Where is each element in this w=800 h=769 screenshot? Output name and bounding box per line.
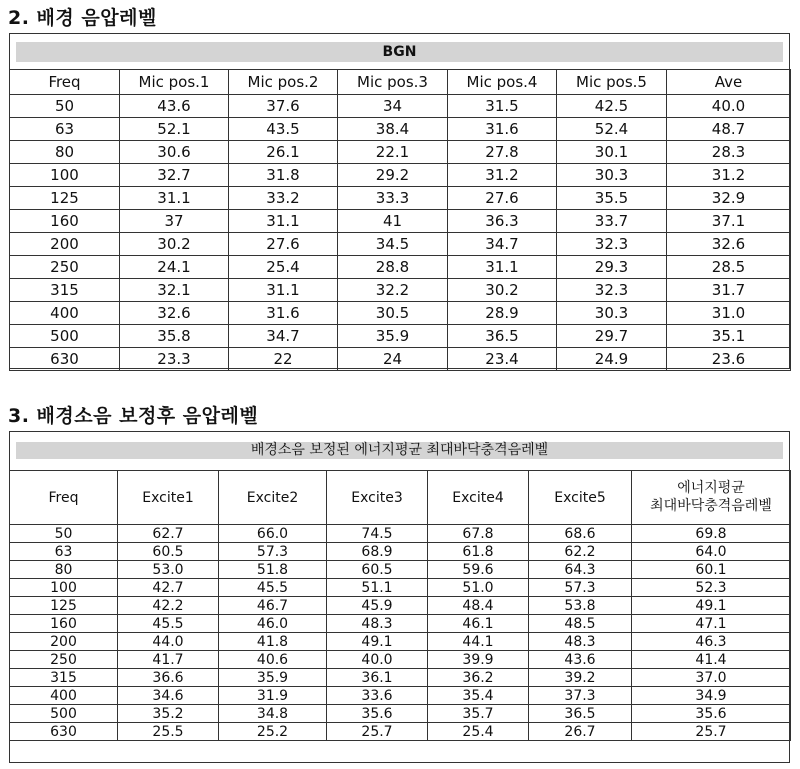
bgn-cell: 31.1 <box>448 256 557 279</box>
bgn-cell: 28.5 <box>667 256 791 279</box>
bgn-cell: 250 <box>10 256 120 279</box>
bgn-cell: 30.1 <box>557 141 667 164</box>
table-row <box>10 325 791 348</box>
corrected-cell: 39.2 <box>529 669 632 687</box>
corrected-cell: 39.9 <box>428 651 529 669</box>
corrected-cell: 36.1 <box>327 669 428 687</box>
corrected-cell: 48.3 <box>529 633 632 651</box>
bgn-cell: 34.7 <box>229 325 338 348</box>
corrected-cell: 315 <box>10 669 118 687</box>
table-row <box>10 705 791 723</box>
bgn-cell: 160 <box>10 210 120 233</box>
corrected-cell: 60.5 <box>327 561 428 579</box>
corrected-cell: 35.7 <box>428 705 529 723</box>
corrected-cell: 48.3 <box>327 615 428 633</box>
bgn-cell: 33.3 <box>338 187 448 210</box>
corrected-cell: 67.8 <box>428 525 529 543</box>
bgn-cell: 200 <box>10 233 120 256</box>
corrected-cell: 35.4 <box>428 687 529 705</box>
corrected-cell: 69.8 <box>632 525 791 543</box>
bgn-cell: 50 <box>10 95 120 118</box>
corrected-cell: 52.3 <box>632 579 791 597</box>
corrected-cell: 250 <box>10 651 118 669</box>
table-row <box>10 615 791 633</box>
bgn-cell: 31.1 <box>120 187 229 210</box>
corrected-cell: 200 <box>10 633 118 651</box>
bgn-cell: 32.6 <box>120 302 229 325</box>
bgn-cell: 28.3 <box>667 141 791 164</box>
table-row <box>10 651 791 669</box>
bgn-cell: 32.6 <box>667 233 791 256</box>
bgn-column-header: Mic pos.1 <box>120 70 229 95</box>
corrected-cell: 43.6 <box>529 651 632 669</box>
bgn-table-frame <box>9 33 790 369</box>
bgn-cell: 30.6 <box>120 141 229 164</box>
bgn-cell: 30.3 <box>557 302 667 325</box>
bgn-cell: 24 <box>338 348 448 371</box>
corrected-cell: 160 <box>10 615 118 633</box>
corrected-cell: 60.5 <box>118 543 219 561</box>
corrected-cell: 36.6 <box>118 669 219 687</box>
bgn-cell: 41 <box>338 210 448 233</box>
bgn-cell: 26.1 <box>229 141 338 164</box>
corrected-cell: 35.9 <box>219 669 327 687</box>
corrected-cell: 42.7 <box>118 579 219 597</box>
bgn-cell: 23.6 <box>667 348 791 371</box>
bgn-cell: 52.4 <box>557 118 667 141</box>
bgn-cell: 31.6 <box>448 118 557 141</box>
bgn-cell: 63 <box>10 118 120 141</box>
bgn-cell: 31.5 <box>448 95 557 118</box>
bgn-cell: 22.1 <box>338 141 448 164</box>
bgn-cell: 37.1 <box>667 210 791 233</box>
table-row <box>10 579 791 597</box>
corrected-cell: 25.7 <box>632 723 791 741</box>
bgn-cell: 52.1 <box>120 118 229 141</box>
corrected-header-row <box>10 471 791 525</box>
corrected-cell: 25.7 <box>327 723 428 741</box>
bgn-cell: 31.2 <box>667 164 791 187</box>
corrected-cell: 40.6 <box>219 651 327 669</box>
bgn-cell: 40.0 <box>667 95 791 118</box>
bgn-cell: 29.3 <box>557 256 667 279</box>
corrected-cell: 630 <box>10 723 118 741</box>
bgn-cell: 31.8 <box>229 164 338 187</box>
bgn-column-header: Ave <box>667 70 791 95</box>
bgn-cell: 36.5 <box>448 325 557 348</box>
bgn-cell: 31.7 <box>667 279 791 302</box>
bgn-cell: 34.5 <box>338 233 448 256</box>
table-row <box>10 210 791 233</box>
bgn-cell: 32.3 <box>557 233 667 256</box>
bgn-cell: 33.2 <box>229 187 338 210</box>
table-row <box>10 633 791 651</box>
bgn-cell: 48.7 <box>667 118 791 141</box>
table-row <box>10 723 791 741</box>
bgn-column-header: Mic pos.5 <box>557 70 667 95</box>
bgn-cell: 80 <box>10 141 120 164</box>
bgn-column-header: Mic pos.3 <box>338 70 448 95</box>
corrected-cell: 60.1 <box>632 561 791 579</box>
corrected-cell: 61.8 <box>428 543 529 561</box>
bgn-cell: 33.7 <box>557 210 667 233</box>
bgn-cell: 30.5 <box>338 302 448 325</box>
bgn-cell: 31.1 <box>229 210 338 233</box>
bgn-cell: 25.4 <box>229 256 338 279</box>
corrected-cell: 31.9 <box>219 687 327 705</box>
corrected-cell: 59.6 <box>428 561 529 579</box>
bgn-column-header: Freq <box>10 70 120 95</box>
corrected-cell: 49.1 <box>632 597 791 615</box>
bgn-table <box>9 69 791 371</box>
table-row <box>10 687 791 705</box>
corrected-cell: 51.0 <box>428 579 529 597</box>
corrected-cell: 49.1 <box>327 633 428 651</box>
corrected-cell: 125 <box>10 597 118 615</box>
table-row <box>10 164 791 187</box>
section-heading-background-level: 2. 배경 음압레벨 <box>8 7 157 29</box>
bgn-cell: 31.2 <box>448 164 557 187</box>
corrected-cell: 48.4 <box>428 597 529 615</box>
table-row <box>10 118 791 141</box>
corrected-cell: 100 <box>10 579 118 597</box>
corrected-cell: 48.5 <box>529 615 632 633</box>
bgn-cell: 30.3 <box>557 164 667 187</box>
bgn-cell: 29.2 <box>338 164 448 187</box>
corrected-banner: 배경소음 보정된 에너지평균 최대바닥충격음레벨 <box>16 442 783 459</box>
corrected-cell: 74.5 <box>327 525 428 543</box>
corrected-cell: 37.3 <box>529 687 632 705</box>
bgn-cell: 400 <box>10 302 120 325</box>
corrected-cell: 44.1 <box>428 633 529 651</box>
bgn-cell: 29.7 <box>557 325 667 348</box>
corrected-cell: 51.8 <box>219 561 327 579</box>
bgn-cell: 35.1 <box>667 325 791 348</box>
bgn-cell: 30.2 <box>448 279 557 302</box>
bgn-cell: 34 <box>338 95 448 118</box>
corrected-cell: 37.0 <box>632 669 791 687</box>
bgn-banner: BGN <box>16 42 783 62</box>
bgn-cell: 31.0 <box>667 302 791 325</box>
header-line: 에너지평균 <box>677 480 745 496</box>
bgn-cell: 100 <box>10 164 120 187</box>
bgn-cell: 31.6 <box>229 302 338 325</box>
bgn-cell: 30.2 <box>120 233 229 256</box>
corrected-column-header: Excite1 <box>118 471 219 525</box>
corrected-cell: 68.9 <box>327 543 428 561</box>
bgn-cell: 43.6 <box>120 95 229 118</box>
corrected-cell: 46.3 <box>632 633 791 651</box>
table-row <box>10 669 791 687</box>
bgn-cell: 43.5 <box>229 118 338 141</box>
bgn-header-row <box>10 70 791 95</box>
bgn-cell: 27.8 <box>448 141 557 164</box>
corrected-cell: 45.5 <box>219 579 327 597</box>
table-row <box>10 141 791 164</box>
corrected-cell: 68.6 <box>529 525 632 543</box>
corrected-table-frame <box>9 431 790 763</box>
corrected-cell: 41.4 <box>632 651 791 669</box>
corrected-column-header: Excite5 <box>529 471 632 525</box>
corrected-column-header: Excite2 <box>219 471 327 525</box>
corrected-table <box>9 470 791 741</box>
corrected-cell: 66.0 <box>219 525 327 543</box>
corrected-cell: 50 <box>10 525 118 543</box>
bgn-cell: 31.1 <box>229 279 338 302</box>
corrected-cell: 64.0 <box>632 543 791 561</box>
corrected-cell: 51.1 <box>327 579 428 597</box>
bgn-cell: 32.2 <box>338 279 448 302</box>
corrected-cell: 46.1 <box>428 615 529 633</box>
bgn-cell: 42.5 <box>557 95 667 118</box>
corrected-column-header-average <box>632 471 791 525</box>
corrected-cell: 44.0 <box>118 633 219 651</box>
corrected-column-header: Excite3 <box>327 471 428 525</box>
table-row <box>10 525 791 543</box>
corrected-cell: 25.5 <box>118 723 219 741</box>
bgn-cell: 32.7 <box>120 164 229 187</box>
corrected-cell: 34.9 <box>632 687 791 705</box>
bgn-cell: 38.4 <box>338 118 448 141</box>
corrected-cell: 46.0 <box>219 615 327 633</box>
bgn-cell: 27.6 <box>229 233 338 256</box>
bgn-cell: 23.3 <box>120 348 229 371</box>
table-row <box>10 279 791 302</box>
header-line: 최대바닥충격음레벨 <box>650 497 772 514</box>
table-row <box>10 233 791 256</box>
bgn-cell: 32.9 <box>667 187 791 210</box>
corrected-cell: 53.8 <box>529 597 632 615</box>
corrected-column-header: Excite4 <box>428 471 529 525</box>
corrected-cell: 41.8 <box>219 633 327 651</box>
corrected-cell: 25.2 <box>219 723 327 741</box>
section-heading-corrected-level: 3. 배경소음 보정후 음압레벨 <box>8 405 259 427</box>
corrected-cell: 34.8 <box>219 705 327 723</box>
corrected-cell: 57.3 <box>219 543 327 561</box>
corrected-cell: 53.0 <box>118 561 219 579</box>
bgn-cell: 35.8 <box>120 325 229 348</box>
corrected-cell: 47.1 <box>632 615 791 633</box>
corrected-cell: 41.7 <box>118 651 219 669</box>
table-row <box>10 95 791 118</box>
corrected-cell: 63 <box>10 543 118 561</box>
bgn-cell: 28.8 <box>338 256 448 279</box>
table-row <box>10 543 791 561</box>
corrected-cell: 36.2 <box>428 669 529 687</box>
corrected-cell: 46.7 <box>219 597 327 615</box>
corrected-cell: 36.5 <box>529 705 632 723</box>
bgn-cell: 24.9 <box>557 348 667 371</box>
corrected-cell: 500 <box>10 705 118 723</box>
bgn-cell: 500 <box>10 325 120 348</box>
corrected-cell: 35.6 <box>632 705 791 723</box>
corrected-cell: 57.3 <box>529 579 632 597</box>
bgn-cell: 37 <box>120 210 229 233</box>
corrected-cell: 33.6 <box>327 687 428 705</box>
corrected-cell: 25.4 <box>428 723 529 741</box>
corrected-cell: 42.2 <box>118 597 219 615</box>
table-row <box>10 302 791 325</box>
bgn-cell: 125 <box>10 187 120 210</box>
corrected-cell: 35.6 <box>327 705 428 723</box>
corrected-column-header: Freq <box>10 471 118 525</box>
corrected-cell: 34.6 <box>118 687 219 705</box>
corrected-cell: 80 <box>10 561 118 579</box>
bgn-cell: 35.5 <box>557 187 667 210</box>
corrected-cell: 45.9 <box>327 597 428 615</box>
table-row <box>10 187 791 210</box>
table-row <box>10 561 791 579</box>
bgn-cell: 630 <box>10 348 120 371</box>
bgn-cell: 32.3 <box>557 279 667 302</box>
bgn-cell: 27.6 <box>448 187 557 210</box>
bgn-cell: 34.7 <box>448 233 557 256</box>
bgn-cell: 37.6 <box>229 95 338 118</box>
corrected-cell: 64.3 <box>529 561 632 579</box>
corrected-cell: 62.7 <box>118 525 219 543</box>
table-row <box>10 256 791 279</box>
table-row <box>10 597 791 615</box>
bgn-cell: 35.9 <box>338 325 448 348</box>
bgn-cell: 24.1 <box>120 256 229 279</box>
bgn-cell: 22 <box>229 348 338 371</box>
bgn-cell: 28.9 <box>448 302 557 325</box>
corrected-cell: 26.7 <box>529 723 632 741</box>
bgn-cell: 315 <box>10 279 120 302</box>
table-row <box>10 348 791 371</box>
corrected-cell: 45.5 <box>118 615 219 633</box>
corrected-cell: 40.0 <box>327 651 428 669</box>
bgn-cell: 36.3 <box>448 210 557 233</box>
corrected-cell: 35.2 <box>118 705 219 723</box>
bgn-column-header: Mic pos.4 <box>448 70 557 95</box>
corrected-cell: 62.2 <box>529 543 632 561</box>
bgn-column-header: Mic pos.2 <box>229 70 338 95</box>
bgn-cell: 32.1 <box>120 279 229 302</box>
bgn-cell: 23.4 <box>448 348 557 371</box>
corrected-cell: 400 <box>10 687 118 705</box>
